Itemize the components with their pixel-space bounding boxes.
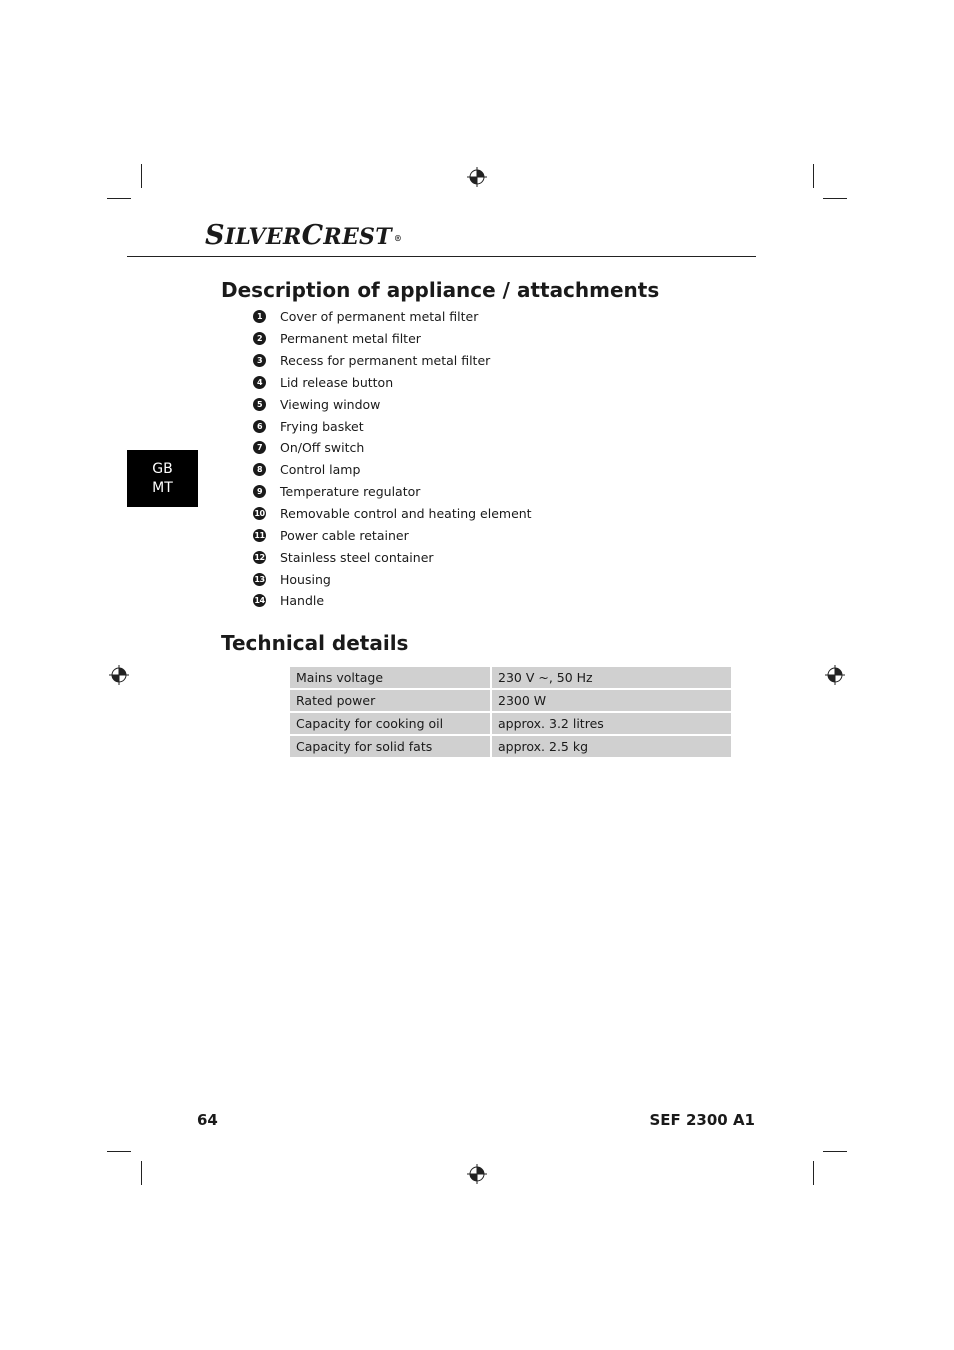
table-row [290, 713, 731, 734]
item-number-badge: 2 [253, 332, 266, 345]
list-item [253, 306, 532, 328]
item-label: Housing [280, 571, 331, 587]
list-item [253, 328, 532, 350]
spec-value: approx. 3.2 litres [492, 713, 731, 734]
list-item [253, 350, 532, 372]
registration-mark-icon [467, 167, 487, 187]
spec-value: approx. 2.5 kg [492, 736, 731, 757]
item-label: Stainless steel container [280, 549, 434, 565]
crop-mark [813, 1161, 814, 1185]
section-title-description: Description of appliance / attachments [221, 278, 660, 302]
item-label: Handle [280, 593, 325, 609]
crop-mark [107, 198, 131, 199]
item-number-badge: 13 [254, 574, 265, 584]
list-item [253, 415, 532, 437]
language-code-mt: MT [152, 479, 173, 496]
crop-mark [823, 198, 847, 199]
section-title-technical: Technical details [221, 631, 409, 655]
item-number-badge: 1 [253, 310, 266, 323]
registration-mark-icon [109, 665, 129, 685]
crop-mark [813, 164, 814, 188]
item-label: Power cable retainer [280, 527, 409, 543]
item-number-badge: 12 [254, 552, 265, 562]
item-number-badge: 9 [253, 485, 266, 498]
item-number-badge: 6 [253, 420, 266, 433]
item-number-badge: 7 [253, 441, 266, 454]
list-item [253, 546, 532, 568]
appliance-parts-list [253, 306, 532, 612]
page-number: 64 [197, 1111, 218, 1129]
crop-mark [141, 164, 142, 188]
item-number-badge: 11 [254, 530, 265, 540]
item-number-badge: 4 [253, 376, 266, 389]
item-number-badge: 10 [254, 509, 265, 519]
item-number-badge: 5 [253, 398, 266, 411]
item-number-badge: 14 [254, 596, 265, 606]
spec-value: 2300 W [492, 690, 731, 711]
list-item [253, 372, 532, 394]
table-row [290, 690, 731, 711]
list-item [253, 568, 532, 590]
item-label: Recess for permanent metal filter [280, 353, 491, 369]
registration-mark-icon [467, 1164, 487, 1184]
language-code-gb: GB [152, 460, 173, 477]
spec-name: Capacity for cooking oil [290, 713, 492, 734]
header-rule [127, 256, 756, 257]
item-label: Frying basket [280, 418, 364, 434]
brand-logo: SILVERCREST ® [205, 220, 403, 251]
list-item [253, 590, 532, 612]
spec-name: Mains voltage [290, 667, 492, 688]
language-tab [127, 450, 198, 507]
spec-name: Capacity for solid fats [290, 736, 492, 757]
list-item [253, 481, 532, 503]
crop-mark [107, 1151, 131, 1152]
model-number: SEF 2300 A1 [649, 1111, 755, 1129]
list-item [253, 437, 532, 459]
table-row [290, 667, 731, 688]
list-item [253, 393, 532, 415]
item-label: Lid release button [280, 374, 394, 390]
item-label: Control lamp [280, 462, 361, 478]
spec-value: 230 V ~, 50 Hz [492, 667, 731, 688]
table-row [290, 736, 731, 757]
item-label: On/Off switch [280, 440, 365, 456]
item-number-badge: 8 [253, 463, 266, 476]
crop-mark [823, 1151, 847, 1152]
spec-name: Rated power [290, 690, 492, 711]
list-item [253, 503, 532, 525]
registered-mark: ® [393, 233, 403, 243]
list-item [253, 459, 532, 481]
item-label: Cover of permanent metal filter [280, 309, 479, 325]
item-label: Viewing window [280, 396, 381, 412]
item-number-badge: 3 [253, 354, 266, 367]
technical-details-table [290, 665, 731, 759]
item-label: Permanent metal filter [280, 331, 421, 347]
item-label: Removable control and heating element [280, 506, 532, 522]
crop-mark [141, 1161, 142, 1185]
registration-mark-icon [825, 665, 845, 685]
list-item [253, 524, 532, 546]
item-label: Temperature regulator [280, 484, 421, 500]
